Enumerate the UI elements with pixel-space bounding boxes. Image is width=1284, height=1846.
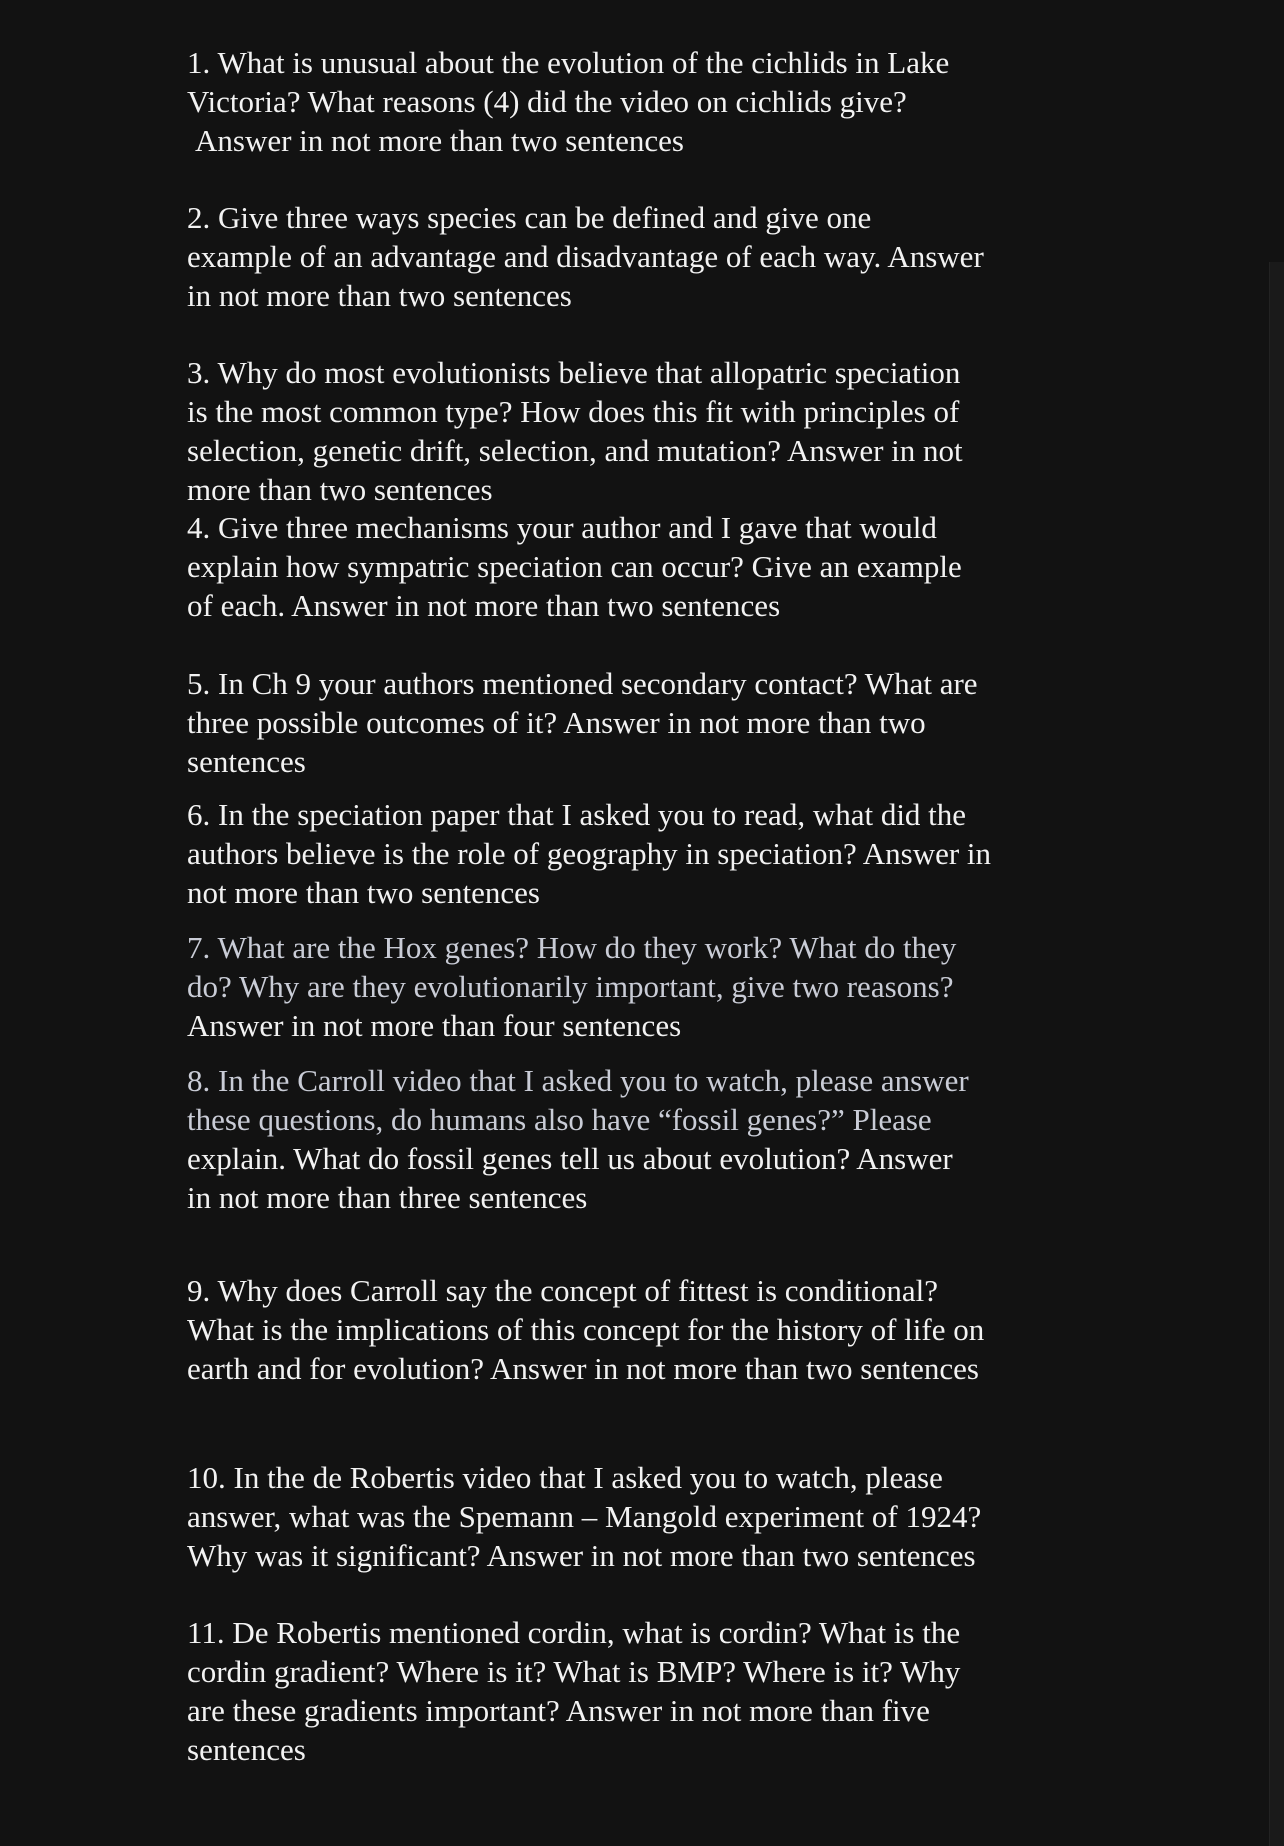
question-7-line-2: do? Why are they evolutionarily important, give two reasons? xyxy=(187,969,954,1004)
question-9-line-1: 9. Why does Carroll say the concept of fittest is conditional? xyxy=(187,1273,938,1308)
question-1-line-2: Victoria? What reasons (4) did the video on cichlids give? xyxy=(187,84,907,119)
question-3-line-1: 3. Why do most evolutionists believe that allopatric speciation xyxy=(187,355,961,390)
question-11-line-2: cordin gradient? Where is it? What is BMP? Where is it? Why xyxy=(187,1654,961,1689)
question-3-line-4: more than two sentences xyxy=(187,472,493,507)
question-1 xyxy=(187,43,1057,160)
question-7-line-3: Answer in not more than four sentences xyxy=(187,1008,682,1043)
question-11-line-4: sentences xyxy=(187,1732,306,1767)
question-9-line-2: What is the implications of this concept for the history of life on xyxy=(187,1312,985,1347)
question-8-line-1: 8. In the Carroll video that I asked you to watch, please answer xyxy=(187,1063,969,1098)
question-7-line-1: 7. What are the Hox genes? How do they work? What do they xyxy=(187,930,957,965)
question-5-line-2: three possible outcomes of it? Answer in not more than two xyxy=(187,705,926,740)
question-5 xyxy=(187,664,1057,781)
question-1-line-3: Answer in not more than two sentences xyxy=(195,123,684,158)
question-4-line-3: of each. Answer in not more than two sentences xyxy=(187,588,781,623)
question-10-line-1: 10. In the de Robertis video that I asked you to watch, please xyxy=(187,1460,943,1495)
question-8-line-4: in not more than three sentences xyxy=(187,1180,588,1215)
question-3-line-3: selection, genetic drift, selection, and mutation? Answer in not xyxy=(187,433,963,468)
question-10-line-3: Why was it significant? Answer in not more than two sentences xyxy=(187,1538,976,1573)
question-8-line-2: these questions, do humans also have “fossil genes?” Please xyxy=(187,1102,932,1137)
question-5-line-1: 5. In Ch 9 your authors mentioned secondary contact? What are xyxy=(187,666,978,701)
question-2-line-1: 2. Give three ways species can be defined and give one xyxy=(187,200,872,235)
question-3 xyxy=(187,353,1057,509)
question-5-line-3: sentences xyxy=(187,744,306,779)
question-11 xyxy=(187,1613,1057,1769)
question-2-line-2: example of an advantage and disadvantage of each way. Answer xyxy=(187,239,984,274)
question-10-line-2: answer, what was the Spemann – Mangold experiment of 1924? xyxy=(187,1499,982,1534)
question-8-line-3: explain. What do fossil genes tell us about evolution? Answer xyxy=(187,1141,953,1176)
question-4-line-2: explain how sympatric speciation can occur? Give an example xyxy=(187,549,962,584)
question-9-line-3: earth and for evolution? Answer in not more than two sentences xyxy=(187,1351,979,1386)
question-6-line-2: authors believe is the role of geography in speciation? Answer in xyxy=(187,836,992,871)
question-2-line-3: in not more than two sentences xyxy=(187,278,572,313)
question-9 xyxy=(187,1271,1057,1388)
question-6-line-3: not more than two sentences xyxy=(187,875,540,910)
question-7 xyxy=(187,928,1057,1045)
question-1-line-1: 1. What is unusual about the evolution of the cichlids in Lake xyxy=(187,45,950,80)
question-8 xyxy=(187,1061,1057,1217)
question-6-line-1: 6. In the speciation paper that I asked you to read, what did the xyxy=(187,797,967,832)
question-10 xyxy=(187,1458,1057,1575)
question-3-line-2: is the most common type? How does this fit with principles of xyxy=(187,394,960,429)
question-4-line-1: 4. Give three mechanisms your author and I gave that would xyxy=(187,510,937,545)
question-6 xyxy=(187,795,1057,912)
scrollbar-track[interactable] xyxy=(1269,262,1284,1846)
question-11-line-3: are these gradients important? Answer in not more than five xyxy=(187,1693,930,1728)
question-11-line-1: 11. De Robertis mentioned cordin, what is cordin? What is the xyxy=(187,1615,961,1650)
question-4 xyxy=(187,508,1057,625)
question-2 xyxy=(187,198,1057,315)
